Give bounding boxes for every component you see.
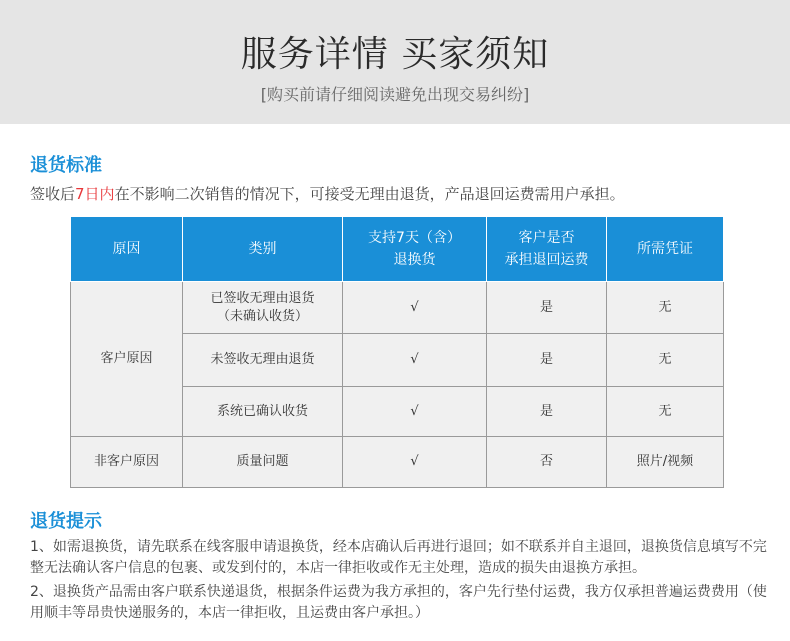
support-check: √ [343,334,487,387]
customer-pay-value: 是 [487,387,607,437]
header-pay-line2: 承担退回运费 [504,252,589,268]
lead-highlight: 7日内 [75,185,115,203]
proof-value: 照片/视频 [607,437,724,488]
page-subtitle: [购买前请仔细阅读避免出现交易纠纷] [260,85,530,104]
header-customer-pay [487,217,607,282]
lead-after: 在不影响二次销售的情况下，可接受无理由退货，产品退回运费需用户承担。 [114,185,625,203]
table-header-row [71,217,724,282]
row-category: 未签收无理由退货 [183,334,343,387]
proof-value: 无 [607,387,724,437]
header-pay-line1: 客户是否 [518,230,575,246]
row-category: 质量问题 [183,437,343,488]
return-standard-lead [30,183,625,204]
support-check: √ [343,437,487,488]
header-reason: 原因 [71,217,183,282]
category-line1: 已签收无理由退货 [210,290,315,306]
return-standard-title: 退货标准 [30,155,102,176]
tip-item-1: 1、如需退换货，请先联系在线客服申请退换货，经本店确认后再进行退回；如不联系并自主退回，退换货信息填写不完整无法确认客户信息的包裹、或发到付的，本店一律拒收或作无主处理，造成的损失由退换方承担。 [30,539,767,576]
header-support-line1: 支持7天（含） [368,230,461,246]
customer-pay-value: 是 [487,334,607,387]
support-check: √ [343,387,487,437]
customer-pay-value: 否 [487,437,607,488]
header-banner [0,0,790,124]
tips-title: 退货提示 [30,511,102,532]
header-support-line2: 退换货 [393,252,436,268]
header-support [343,217,487,282]
proof-value: 无 [607,334,724,387]
group-customer-reason: 客户原因 [71,282,183,437]
category-line2: （未确认收货） [216,308,308,324]
page-title: 服务详情 买家须知 [240,34,550,75]
header-category: 类别 [183,217,343,282]
group-non-customer-reason: 非客户原因 [71,437,183,488]
return-standard-table [70,216,724,488]
table-row [71,282,724,334]
customer-pay-value: 是 [487,282,607,334]
row-category [183,282,343,334]
proof-value: 无 [607,282,724,334]
row-category: 系统已确认收货 [183,387,343,437]
lead-before: 签收后 [30,185,76,203]
header-proof: 所需凭证 [607,217,724,282]
tip-item-2: 2、退换货产品需由客户联系快递退货，根据条件运费为我方承担的，客户先行垫付运费，我方仅承担普遍运费费用（使用顺丰等昂贵快递服务的，本店一律拒收，且运费由客户承担。） [30,584,767,621]
support-check: √ [343,282,487,334]
table-row [71,437,724,488]
